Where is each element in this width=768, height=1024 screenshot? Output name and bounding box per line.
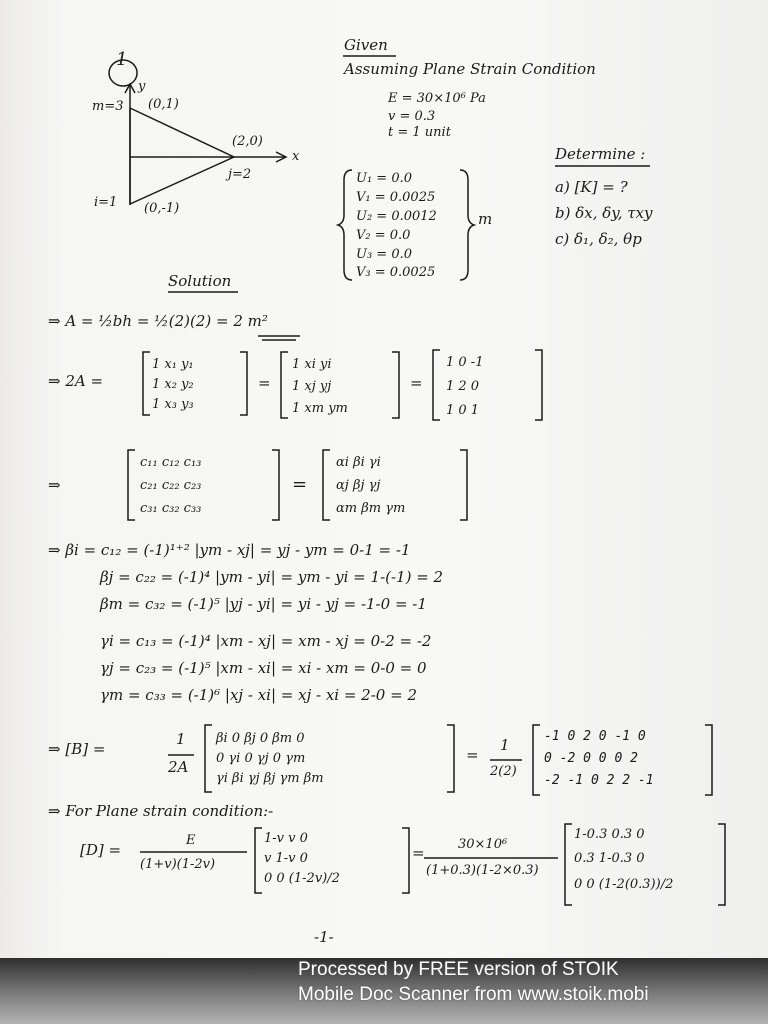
D-m1-lbracket xyxy=(255,828,262,893)
coef-line-beta-j: βj = c₂₂ = (-1)⁴ |ym - yi| = ym - yi = 1-(-1) = 2 xyxy=(100,568,444,586)
cof-m1-rbracket xyxy=(272,450,279,520)
determine-title: Determine : xyxy=(555,145,646,163)
D-frac2-den: (1+0.3)(1-2×0.3) xyxy=(426,863,539,878)
D-frac1-den: (1+v)(1-2v) xyxy=(140,857,216,872)
area-equation: ⇒ A = ½bh = ½(2)(2) = 2 m² xyxy=(48,312,268,330)
twoA-m3-row-1: 1 0 -1 xyxy=(446,355,484,370)
B-frac2-num: 1 xyxy=(500,736,510,754)
node-m-label: m=3 xyxy=(92,99,124,114)
coef-line-beta-m: βm = c₃₂ = (-1)⁵ |yj - yi| = yi - yj = -1-0 = -1 xyxy=(100,595,427,613)
B-m1-row-1: βi 0 βj 0 βm 0 xyxy=(216,731,305,746)
B-frac1-den: 2A xyxy=(168,758,189,776)
B-frac2-den: 2(2) xyxy=(490,764,517,779)
B-m1-rbracket xyxy=(447,725,454,792)
cof-m1-lbracket xyxy=(128,450,135,520)
page-number: -1- xyxy=(314,928,334,946)
twoA-m1-row-3: 1 x₃ y₃ xyxy=(152,397,194,412)
B-m2-rbracket xyxy=(705,725,712,795)
B-frac1-num: 1 xyxy=(176,730,186,748)
twoA-m1-rbracket xyxy=(240,352,247,415)
disp-v2: V₂ = 0.0 xyxy=(356,228,411,243)
cof-eq: = xyxy=(292,474,308,495)
D-eq: = xyxy=(412,844,425,862)
x-axis-label: x xyxy=(292,149,300,164)
given-nu: v = 0.3 xyxy=(388,109,436,124)
cof-arrow: ⇒ xyxy=(48,476,61,494)
twoA-m2-row-2: 1 xj yj xyxy=(292,379,332,394)
displacement-right-brace xyxy=(460,170,474,280)
disp-v3: V₃ = 0.0025 xyxy=(356,265,436,280)
determine-a: a) [K] = ? xyxy=(555,178,628,196)
D-m2-row-1: 1-0.3 0.3 0 xyxy=(574,827,645,842)
disp-v1: V₁ = 0.0025 xyxy=(356,190,436,205)
disp-u1: U₁ = 0.0 xyxy=(356,171,412,186)
node-j-coord: (2,0) xyxy=(232,134,263,149)
cof-m1-row-1: c₁₁ c₁₂ c₁₃ xyxy=(140,455,202,470)
coef-line-gamma-m: γm = c₃₃ = (-1)⁶ |xj - xi| = xj - xi = 2-0 = 2 xyxy=(100,686,417,704)
coef-line-gamma-j: γj = c₂₃ = (-1)⁵ |xm - xi| = xi - xm = 0-0 = 0 xyxy=(100,659,427,677)
twoA-m3-row-3: 1 0 1 xyxy=(446,403,480,418)
twoA-label: ⇒ 2A = xyxy=(48,372,104,390)
coef-line-gamma-i: γi = c₁₃ = (-1)⁴ |xm - xj| = xm - xj = 0-2 = -2 xyxy=(100,632,432,650)
node-i-coord: (0,-1) xyxy=(144,201,180,216)
watermark-line-2: Mobile Doc Scanner from www.stoik.mobi xyxy=(298,984,649,1005)
twoA-eq-1: = xyxy=(258,374,271,392)
node-i-label: i=1 xyxy=(94,195,118,210)
D-label: [D] = xyxy=(80,841,122,859)
plane-strain-heading: ⇒ For Plane strain condition:- xyxy=(48,802,274,820)
coef-line-beta-i: ⇒ βi = c₁₂ = (-1)¹⁺² |ym - xj| = yj - ym = 0-1 = -1 xyxy=(48,541,411,559)
twoA-m2-rbracket xyxy=(392,352,399,418)
B-m1-row-2: 0 γi 0 γj 0 γm xyxy=(216,751,306,766)
determine-b: b) δx, δy, τxy xyxy=(555,204,653,222)
given-t: t = 1 unit xyxy=(388,125,451,140)
twoA-m2-row-3: 1 xm ym xyxy=(292,401,348,416)
disp-u3: U₃ = 0.0 xyxy=(356,247,412,262)
B-eq: = xyxy=(466,746,479,764)
cof-m2-row-3: αm βm γm xyxy=(336,501,406,516)
twoA-m3-rbracket xyxy=(535,350,542,420)
node-m-coord: (0,1) xyxy=(148,97,179,112)
D-m2-lbracket xyxy=(565,824,572,905)
D-m1-row-1: 1-v v 0 xyxy=(264,831,308,846)
D-m2-rbracket xyxy=(718,824,725,905)
D-m1-row-3: 0 0 (1-2v)/2 xyxy=(264,871,340,886)
node-j-label: j=2 xyxy=(228,167,252,182)
twoA-m1-row-2: 1 x₂ y₂ xyxy=(152,377,194,392)
disp-unit: m xyxy=(478,210,493,228)
given-title: Given xyxy=(344,36,388,54)
B-m1-row-3: γi βi γj βj γm βm xyxy=(216,771,324,786)
B-m1-lbracket xyxy=(205,725,212,792)
given-E: E = 30×10⁶ Pa xyxy=(388,91,486,106)
given-assumption: Assuming Plane Strain Condition xyxy=(344,60,596,78)
cof-m2-row-1: αi βi γi xyxy=(336,455,381,470)
B-m2-row-1: -1 0 2 0 -1 0 xyxy=(544,729,646,744)
twoA-m2-row-1: 1 xi yi xyxy=(292,357,332,372)
D-frac1-num: E xyxy=(186,833,196,848)
twoA-m2-lbracket xyxy=(281,352,288,418)
B-m2-lbracket xyxy=(533,725,540,795)
cof-m1-row-2: c₂₁ c₂₂ c₂₃ xyxy=(140,478,202,493)
B-m2-row-2: 0 -2 0 0 0 2 xyxy=(544,751,638,766)
cof-m2-rbracket xyxy=(460,450,467,520)
determine-c: c) δ₁, δ₂, θp xyxy=(555,230,642,248)
displacement-left-brace xyxy=(338,170,352,280)
cof-m1-row-3: c₃₁ c₃₂ c₃₃ xyxy=(140,501,202,516)
cof-m2-lbracket xyxy=(323,450,330,520)
y-axis-label: y xyxy=(138,79,146,94)
D-m2-row-3: 0 0 (1-2(0.3))/2 xyxy=(574,877,674,892)
D-m2-row-2: 0.3 1-0.3 0 xyxy=(574,851,645,866)
watermark-line-1: Processed by FREE version of STOIK xyxy=(298,959,619,980)
twoA-m3-row-2: 1 2 0 xyxy=(446,379,480,394)
twoA-m1-row-1: 1 x₁ y₁ xyxy=(152,357,194,372)
D-m1-rbracket xyxy=(402,828,409,893)
D-m1-row-2: v 1-v 0 xyxy=(264,851,308,866)
triangle-element xyxy=(130,108,234,204)
twoA-m1-lbracket xyxy=(143,352,150,415)
D-frac2-num: 30×10⁶ xyxy=(458,837,508,852)
cof-m2-row-2: αj βj γj xyxy=(336,478,381,493)
B-label: ⇒ [B] = xyxy=(48,740,106,758)
disp-u2: U₂ = 0.0012 xyxy=(356,209,437,224)
twoA-eq-2: = xyxy=(410,374,423,392)
problem-number: 1 xyxy=(116,49,128,70)
twoA-m3-lbracket xyxy=(433,350,440,420)
solution-heading: Solution xyxy=(168,272,232,290)
B-m2-row-3: -2 -1 0 2 2 -1 xyxy=(544,773,654,788)
